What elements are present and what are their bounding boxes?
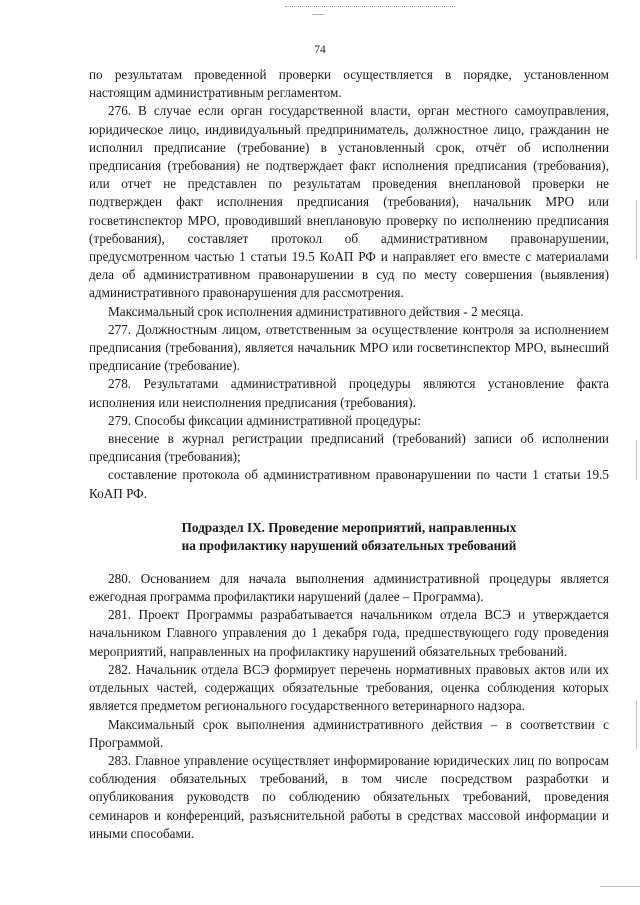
paragraph-continuation: по результатам проведенной проверки осуществляется в порядке, установленном настоящим административным регламентом.: [89, 67, 609, 101]
section-heading-line-2: на профилактику нарушений обязательных требований: [181, 538, 517, 554]
paragraph-281: 281. Проект Программы разрабатывается начальником отдела ВСЭ и утверждается начальником Главного управления до 1 декабря года, предшествующего году проведения мероприятий, направленных на профилактику нарушений обязательных требований.: [89, 607, 609, 659]
paragraph-280: 280. Основанием для начала выполнения административной процедуры является ежегодная программа профилактики нарушений (далее – Программа).: [89, 570, 609, 605]
paragraph-279-item-1: внесение в журнал регистрации предписаний (требований) записи об исполнении предписания (требования);: [89, 431, 609, 465]
section-heading-line-1: Подраздел IX. Проведение мероприятий, направленных: [181, 519, 517, 535]
scan-artifact-right-edge: [636, 700, 637, 750]
paragraph-279-item-2: составление протокола об административном правонарушении по части 1 статьи 19.5 КоАП РФ.: [89, 467, 609, 501]
scan-artifact-bottom: [600, 886, 640, 887]
paragraph-282: 282. Начальник отдела ВСЭ формирует перечень нормативных правовых актов или их отдельных частей, содержащих обязательные требования, оценка соблюдения которых является предметом регионального государственного ветеринарного надзора.: [89, 661, 609, 714]
scan-artifact-right-edge: [636, 440, 637, 480]
scan-artifact-right-edge: [636, 200, 637, 260]
paragraph-276: 276. В случае если орган государственной власти, орган местного самоуправления, юридическое лицо, индивидуальный предприниматель, должностное лицо, гражданин не исполнил предписание (требование) в установленный срок, отчёт об исполнении предписания (требования) не подтверждает факт исполнения предписания (требования), или отчет не представлен по результатам проведения внеплановой проверки не подтвержден факт исполнения предписания (требования), начальник МРО или госветинспектор МРО, проводивший внеплановую проверку по исполнению предписания (требования), составляет протокол об административном правонарушении, предусмотренном частью 1 статьи 19.5 КоАП РФ и направляет его вместе с материалами дела об административном правонарушении в суд по месту совершения (выявления) административного правонарушения для рассмотрения.: [89, 103, 609, 301]
paragraph-283: 283. Главное управление осуществляет информирование юридических лиц по вопросам соблюдения обязательных требований, в том числе посредством разработки и опубликования руководств по соблюдению обязательных требований, проведения семинаров и конференций, разъяснительной работы в средствах массовой информации и иными способами.: [89, 752, 609, 841]
scan-artifact-top-mark: [312, 14, 324, 15]
paragraph-278: 278. Результатами административной процедуры являются установление факта исполнения или неисполнения предписания (требования).: [89, 376, 609, 410]
paragraph-max-term: Максимальный срок исполнения административного действия - 2 месяца.: [108, 303, 524, 319]
paragraph-277: 277. Должностным лицом, ответственным за осуществление контроля за исполнением предписания (требования), является начальник МРО или госветинспектор МРО, вынесший предписание (требование).: [89, 321, 609, 374]
page-number: 74: [314, 44, 326, 56]
paragraph-279: 279. Способы фиксации административной процедуры:: [108, 412, 421, 428]
paragraph-max-term-program: Максимальный срок выполнения административного действия – в соответствии с Программой.: [89, 716, 609, 750]
section-heading: [89, 519, 609, 556]
scan-artifact-top: [285, 6, 455, 8]
document-body: [89, 66, 609, 843]
